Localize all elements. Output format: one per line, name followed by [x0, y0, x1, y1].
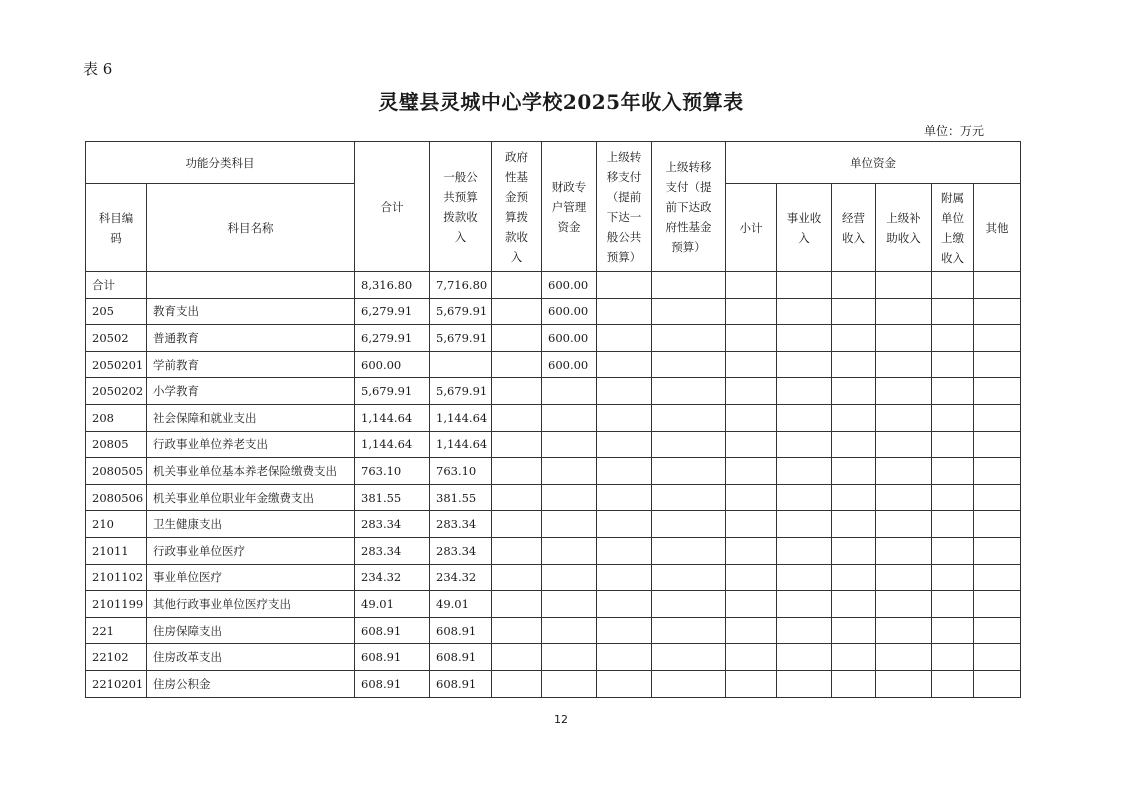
header-superior-subsidy-text: 上级补助收入	[886, 210, 921, 245]
business-income-cell	[777, 325, 832, 352]
other-cell	[974, 564, 1021, 591]
affiliated-income-cell	[932, 431, 974, 458]
header-name: 科目名称	[147, 184, 355, 272]
superior-subsidy-cell	[876, 670, 932, 697]
business-income-cell	[777, 484, 832, 511]
affiliated-income-cell	[932, 511, 974, 538]
subtotal-cell	[726, 670, 777, 697]
general-budget-cell: 5,679.91	[430, 378, 492, 405]
total-cell: 234.32	[355, 564, 430, 591]
subtotal-cell	[726, 458, 777, 485]
fiscal-special-cell	[542, 404, 597, 431]
transfer-fund-cell	[652, 591, 726, 618]
header-general-budget-text: 一般公共预算拨款收入	[443, 169, 478, 244]
transfer-fund-cell	[652, 458, 726, 485]
operating-income-cell	[832, 670, 876, 697]
name-cell: 学前教育	[147, 351, 355, 378]
code-cell: 2080506	[86, 484, 147, 511]
transfer-fund-cell	[652, 325, 726, 352]
affiliated-income-cell	[932, 644, 974, 671]
operating-income-cell	[832, 458, 876, 485]
header-fiscal-special-text: 财政专户管理资金	[551, 179, 587, 234]
subtotal-cell	[726, 644, 777, 671]
subtotal-cell	[726, 378, 777, 405]
operating-income-cell	[832, 591, 876, 618]
operating-income-cell	[832, 431, 876, 458]
header-transfer-fund	[652, 142, 726, 272]
total-cell: 5,679.91	[355, 378, 430, 405]
name-cell: 行政事业单位养老支出	[147, 431, 355, 458]
general-budget-cell: 1,144.64	[430, 404, 492, 431]
code-cell: 2080505	[86, 458, 147, 485]
transfer-fund-cell	[652, 644, 726, 671]
transfer-fund-cell	[652, 537, 726, 564]
fiscal-special-cell	[542, 484, 597, 511]
affiliated-income-cell	[932, 325, 974, 352]
transfer-fund-cell	[652, 351, 726, 378]
subtotal-cell	[726, 431, 777, 458]
header-fiscal-special	[542, 142, 597, 272]
fiscal-special-cell: 600.00	[542, 272, 597, 299]
general-budget-cell: 608.91	[430, 644, 492, 671]
subtotal-cell	[726, 617, 777, 644]
page-title: 灵璧县灵城中心学校2025年收入预算表	[378, 90, 744, 114]
general-budget-cell: 608.91	[430, 670, 492, 697]
superior-subsidy-cell	[876, 564, 932, 591]
header-code	[86, 184, 147, 272]
transfer-fund-cell	[652, 617, 726, 644]
affiliated-income-cell	[932, 458, 974, 485]
other-cell	[974, 537, 1021, 564]
gov-fund-cell	[492, 298, 542, 325]
subtotal-cell	[726, 564, 777, 591]
table-row	[86, 564, 1021, 591]
general-budget-cell: 49.01	[430, 591, 492, 618]
gov-fund-cell	[492, 537, 542, 564]
other-cell	[974, 591, 1021, 618]
subtotal-cell	[726, 404, 777, 431]
transfer-fund-cell	[652, 511, 726, 538]
business-income-cell	[777, 298, 832, 325]
header-unit-funds: 单位资金	[726, 142, 1021, 184]
code-cell: 2050202	[86, 378, 147, 405]
general-budget-cell: 608.91	[430, 617, 492, 644]
operating-income-cell	[832, 351, 876, 378]
total-cell: 8,316.80	[355, 272, 430, 299]
subtotal-cell	[726, 272, 777, 299]
gov-fund-cell	[492, 404, 542, 431]
code-cell: 合计	[86, 272, 147, 299]
business-income-cell	[777, 431, 832, 458]
subtotal-cell	[726, 325, 777, 352]
operating-income-cell	[832, 484, 876, 511]
name-cell: 住房保障支出	[147, 617, 355, 644]
unit-label: 单位：万元	[924, 124, 985, 138]
budget-table	[85, 141, 1021, 698]
transfer-general-cell	[597, 404, 652, 431]
operating-income-cell	[832, 272, 876, 299]
other-cell	[974, 298, 1021, 325]
name-cell: 机关事业单位职业年金缴费支出	[147, 484, 355, 511]
transfer-general-cell	[597, 484, 652, 511]
operating-income-cell	[832, 511, 876, 538]
affiliated-income-cell	[932, 484, 974, 511]
header-gov-fund-text: 政府性基金预算拨款收入	[505, 149, 528, 264]
table-row	[86, 591, 1021, 618]
other-cell	[974, 617, 1021, 644]
gov-fund-cell	[492, 378, 542, 405]
header-business-income-text: 事业收入	[786, 210, 822, 245]
header-general-budget	[430, 142, 492, 272]
business-income-cell	[777, 591, 832, 618]
operating-income-cell	[832, 537, 876, 564]
affiliated-income-cell	[932, 272, 974, 299]
fiscal-special-cell	[542, 511, 597, 538]
superior-subsidy-cell	[876, 484, 932, 511]
fiscal-special-cell	[542, 670, 597, 697]
superior-subsidy-cell	[876, 511, 932, 538]
gov-fund-cell	[492, 670, 542, 697]
operating-income-cell	[832, 564, 876, 591]
superior-subsidy-cell	[876, 378, 932, 405]
table-row	[86, 670, 1021, 697]
gov-fund-cell	[492, 644, 542, 671]
gov-fund-cell	[492, 325, 542, 352]
gov-fund-cell	[492, 617, 542, 644]
table-row	[86, 378, 1021, 405]
name-cell: 小学教育	[147, 378, 355, 405]
table-row	[86, 351, 1021, 378]
table-row	[86, 298, 1021, 325]
general-budget-cell	[430, 351, 492, 378]
business-income-cell	[777, 644, 832, 671]
business-income-cell	[777, 670, 832, 697]
total-cell: 6,279.91	[355, 325, 430, 352]
fiscal-special-cell	[542, 458, 597, 485]
gov-fund-cell	[492, 458, 542, 485]
superior-subsidy-cell	[876, 404, 932, 431]
total-cell: 608.91	[355, 670, 430, 697]
transfer-general-cell	[597, 511, 652, 538]
business-income-cell	[777, 351, 832, 378]
fiscal-special-cell	[542, 617, 597, 644]
total-cell: 763.10	[355, 458, 430, 485]
business-income-cell	[777, 564, 832, 591]
header-other: 其他	[974, 184, 1021, 272]
header-transfer-general	[597, 142, 652, 272]
transfer-general-cell	[597, 564, 652, 591]
business-income-cell	[777, 537, 832, 564]
other-cell	[974, 670, 1021, 697]
code-cell: 21011	[86, 537, 147, 564]
operating-income-cell	[832, 378, 876, 405]
code-cell: 22102	[86, 644, 147, 671]
affiliated-income-cell	[932, 564, 974, 591]
fiscal-special-cell	[542, 378, 597, 405]
table-row	[86, 644, 1021, 671]
general-budget-cell: 5,679.91	[430, 298, 492, 325]
code-cell: 20502	[86, 325, 147, 352]
name-cell: 住房改革支出	[147, 644, 355, 671]
superior-subsidy-cell	[876, 591, 932, 618]
header-transfer-fund-text: 上级转移支付（提前下达政府性基金预算）	[665, 159, 712, 254]
total-cell: 381.55	[355, 484, 430, 511]
table-row	[86, 511, 1021, 538]
fiscal-special-cell	[542, 564, 597, 591]
table-body	[86, 272, 1021, 698]
superior-subsidy-cell	[876, 298, 932, 325]
transfer-general-cell	[597, 272, 652, 299]
name-cell: 卫生健康支出	[147, 511, 355, 538]
header-affiliated-income-text: 附属单位上缴收入	[941, 190, 964, 265]
fiscal-special-cell	[542, 591, 597, 618]
name-cell	[147, 272, 355, 299]
operating-income-cell	[832, 617, 876, 644]
code-cell: 2210201	[86, 670, 147, 697]
subtotal-cell	[726, 351, 777, 378]
header-code-text: 科目编码	[98, 210, 134, 245]
superior-subsidy-cell	[876, 272, 932, 299]
superior-subsidy-cell	[876, 617, 932, 644]
other-cell	[974, 272, 1021, 299]
name-cell: 普通教育	[147, 325, 355, 352]
code-cell: 2050201	[86, 351, 147, 378]
business-income-cell	[777, 617, 832, 644]
other-cell	[974, 325, 1021, 352]
operating-income-cell	[832, 404, 876, 431]
transfer-fund-cell	[652, 404, 726, 431]
transfer-general-cell	[597, 617, 652, 644]
business-income-cell	[777, 511, 832, 538]
header-transfer-general-text: 上级转移支付（提前下达一般公共预算）	[606, 149, 642, 264]
fiscal-special-cell	[542, 537, 597, 564]
total-cell: 1,144.64	[355, 404, 430, 431]
affiliated-income-cell	[932, 298, 974, 325]
table-row	[86, 431, 1021, 458]
general-budget-cell: 381.55	[430, 484, 492, 511]
code-cell: 210	[86, 511, 147, 538]
name-cell: 机关事业单位基本养老保险缴费支出	[147, 458, 355, 485]
transfer-general-cell	[597, 431, 652, 458]
other-cell	[974, 404, 1021, 431]
affiliated-income-cell	[932, 670, 974, 697]
header-superior-subsidy	[876, 184, 932, 272]
table-row	[86, 325, 1021, 352]
code-cell: 2101102	[86, 564, 147, 591]
affiliated-income-cell	[932, 537, 974, 564]
superior-subsidy-cell	[876, 431, 932, 458]
header-functional-category: 功能分类科目	[86, 142, 355, 184]
gov-fund-cell	[492, 351, 542, 378]
subtotal-cell	[726, 484, 777, 511]
header-subtotal: 小计	[726, 184, 777, 272]
transfer-general-cell	[597, 298, 652, 325]
table-label: 表 6	[83, 60, 113, 78]
table-row	[86, 458, 1021, 485]
transfer-fund-cell	[652, 298, 726, 325]
general-budget-cell: 1,144.64	[430, 431, 492, 458]
name-cell: 教育支出	[147, 298, 355, 325]
total-cell: 283.34	[355, 537, 430, 564]
total-cell: 49.01	[355, 591, 430, 618]
header-total: 合计	[355, 142, 430, 272]
header-affiliated-income	[932, 184, 974, 272]
gov-fund-cell	[492, 591, 542, 618]
transfer-general-cell	[597, 537, 652, 564]
transfer-general-cell	[597, 351, 652, 378]
other-cell	[974, 511, 1021, 538]
superior-subsidy-cell	[876, 644, 932, 671]
transfer-fund-cell	[652, 272, 726, 299]
transfer-fund-cell	[652, 378, 726, 405]
business-income-cell	[777, 272, 832, 299]
other-cell	[974, 378, 1021, 405]
table-row	[86, 537, 1021, 564]
other-cell	[974, 351, 1021, 378]
superior-subsidy-cell	[876, 458, 932, 485]
fiscal-special-cell: 600.00	[542, 325, 597, 352]
affiliated-income-cell	[932, 591, 974, 618]
general-budget-cell: 283.34	[430, 511, 492, 538]
other-cell	[974, 484, 1021, 511]
other-cell	[974, 431, 1021, 458]
code-cell: 20805	[86, 431, 147, 458]
business-income-cell	[777, 404, 832, 431]
total-cell: 600.00	[355, 351, 430, 378]
gov-fund-cell	[492, 511, 542, 538]
transfer-general-cell	[597, 325, 652, 352]
superior-subsidy-cell	[876, 351, 932, 378]
operating-income-cell	[832, 298, 876, 325]
code-cell: 208	[86, 404, 147, 431]
fiscal-special-cell	[542, 431, 597, 458]
general-budget-cell: 283.34	[430, 537, 492, 564]
transfer-fund-cell	[652, 670, 726, 697]
other-cell	[974, 644, 1021, 671]
general-budget-cell: 7,716.80	[430, 272, 492, 299]
gov-fund-cell	[492, 272, 542, 299]
general-budget-cell: 763.10	[430, 458, 492, 485]
transfer-fund-cell	[652, 431, 726, 458]
name-cell: 社会保障和就业支出	[147, 404, 355, 431]
operating-income-cell	[832, 325, 876, 352]
name-cell: 其他行政事业单位医疗支出	[147, 591, 355, 618]
affiliated-income-cell	[932, 404, 974, 431]
table-row	[86, 404, 1021, 431]
total-cell: 6,279.91	[355, 298, 430, 325]
other-cell	[974, 458, 1021, 485]
transfer-general-cell	[597, 644, 652, 671]
code-cell: 205	[86, 298, 147, 325]
transfer-fund-cell	[652, 484, 726, 511]
total-cell: 608.91	[355, 644, 430, 671]
business-income-cell	[777, 378, 832, 405]
general-budget-cell: 234.32	[430, 564, 492, 591]
transfer-general-cell	[597, 591, 652, 618]
code-cell: 2101199	[86, 591, 147, 618]
total-cell: 1,144.64	[355, 431, 430, 458]
affiliated-income-cell	[932, 351, 974, 378]
superior-subsidy-cell	[876, 537, 932, 564]
subtotal-cell	[726, 537, 777, 564]
transfer-general-cell	[597, 378, 652, 405]
superior-subsidy-cell	[876, 325, 932, 352]
subtotal-cell	[726, 591, 777, 618]
subtotal-cell	[726, 511, 777, 538]
gov-fund-cell	[492, 431, 542, 458]
table-row	[86, 484, 1021, 511]
page-number: 12	[554, 713, 568, 726]
header-business-income	[777, 184, 832, 272]
general-budget-cell: 5,679.91	[430, 325, 492, 352]
table-row	[86, 272, 1021, 299]
name-cell: 事业单位医疗	[147, 564, 355, 591]
affiliated-income-cell	[932, 617, 974, 644]
transfer-general-cell	[597, 458, 652, 485]
subtotal-cell	[726, 298, 777, 325]
header-operating-income	[832, 184, 876, 272]
gov-fund-cell	[492, 484, 542, 511]
business-income-cell	[777, 458, 832, 485]
name-cell: 行政事业单位医疗	[147, 537, 355, 564]
operating-income-cell	[832, 644, 876, 671]
table-row	[86, 617, 1021, 644]
fiscal-special-cell: 600.00	[542, 351, 597, 378]
fiscal-special-cell: 600.00	[542, 298, 597, 325]
affiliated-income-cell	[932, 378, 974, 405]
gov-fund-cell	[492, 564, 542, 591]
header-operating-income-text: 经营收入	[842, 210, 865, 245]
name-cell: 住房公积金	[147, 670, 355, 697]
header-gov-fund	[492, 142, 542, 272]
total-cell: 608.91	[355, 617, 430, 644]
code-cell: 221	[86, 617, 147, 644]
transfer-general-cell	[597, 670, 652, 697]
total-cell: 283.34	[355, 511, 430, 538]
transfer-fund-cell	[652, 564, 726, 591]
fiscal-special-cell	[542, 644, 597, 671]
